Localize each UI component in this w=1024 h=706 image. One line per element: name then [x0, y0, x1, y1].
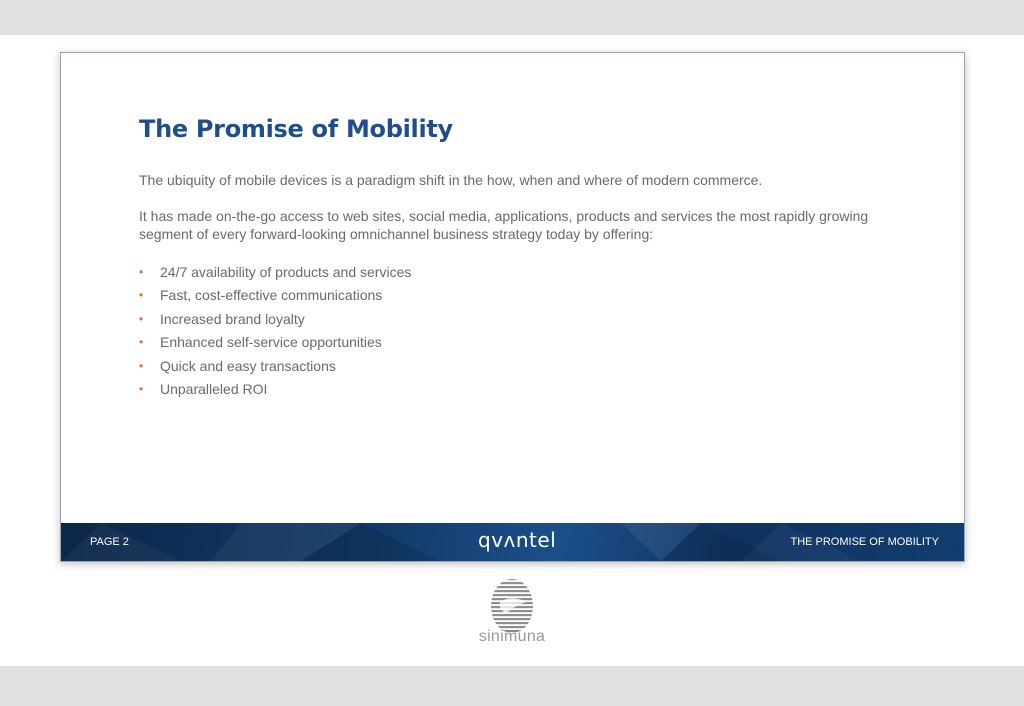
bullet-icon: • [139, 358, 144, 373]
list-item-text: Unparalleled ROI [160, 380, 268, 397]
slide [60, 52, 965, 562]
bullet-icon: • [139, 288, 144, 303]
page-number-label: PAGE 2 [90, 536, 129, 548]
bullet-icon: • [139, 265, 144, 279]
list-item-text: 24/7 availability of products and services [160, 264, 412, 280]
striped-sphere-icon [472, 576, 552, 632]
list-item [139, 357, 411, 380]
slide-footer [61, 523, 964, 561]
sinimuna-wordmark: sinimuna [478, 628, 546, 645]
benefits-list [139, 263, 411, 403]
qvantel-logo: qvʌntel [478, 528, 557, 552]
benefits-paragraph: It has made on-the-go access to web sites, social media, applications, products and services the most rapidly growing segment of every forward-looking omnichannel business strategy today by offering: [139, 208, 869, 242]
bottom-gray-band [0, 666, 1024, 706]
list-item-text: Fast, cost-effective communications [160, 287, 383, 304]
top-gray-band [0, 0, 1024, 35]
slide-title: The Promise of Mobility [139, 115, 453, 143]
bullet-icon: • [139, 381, 144, 396]
bullet-icon: • [139, 335, 144, 350]
intro-paragraph: The ubiquity of mobile devices is a paradigm shift in the how, when and where of modern commerce. [139, 172, 763, 188]
list-item-text: Quick and easy transactions [160, 357, 336, 374]
bullet-icon: • [139, 311, 144, 326]
list-item [139, 310, 411, 333]
list-item [139, 286, 411, 309]
list-item [139, 380, 411, 403]
list-item [139, 333, 411, 356]
footer-section-title: THE PROMISE OF MOBILITY [790, 536, 939, 548]
list-item [139, 263, 411, 286]
list-item-text: Enhanced self-service opportunities [160, 334, 382, 351]
list-item-text: Increased brand loyalty [160, 310, 305, 327]
sinimuna-logo [472, 576, 552, 648]
